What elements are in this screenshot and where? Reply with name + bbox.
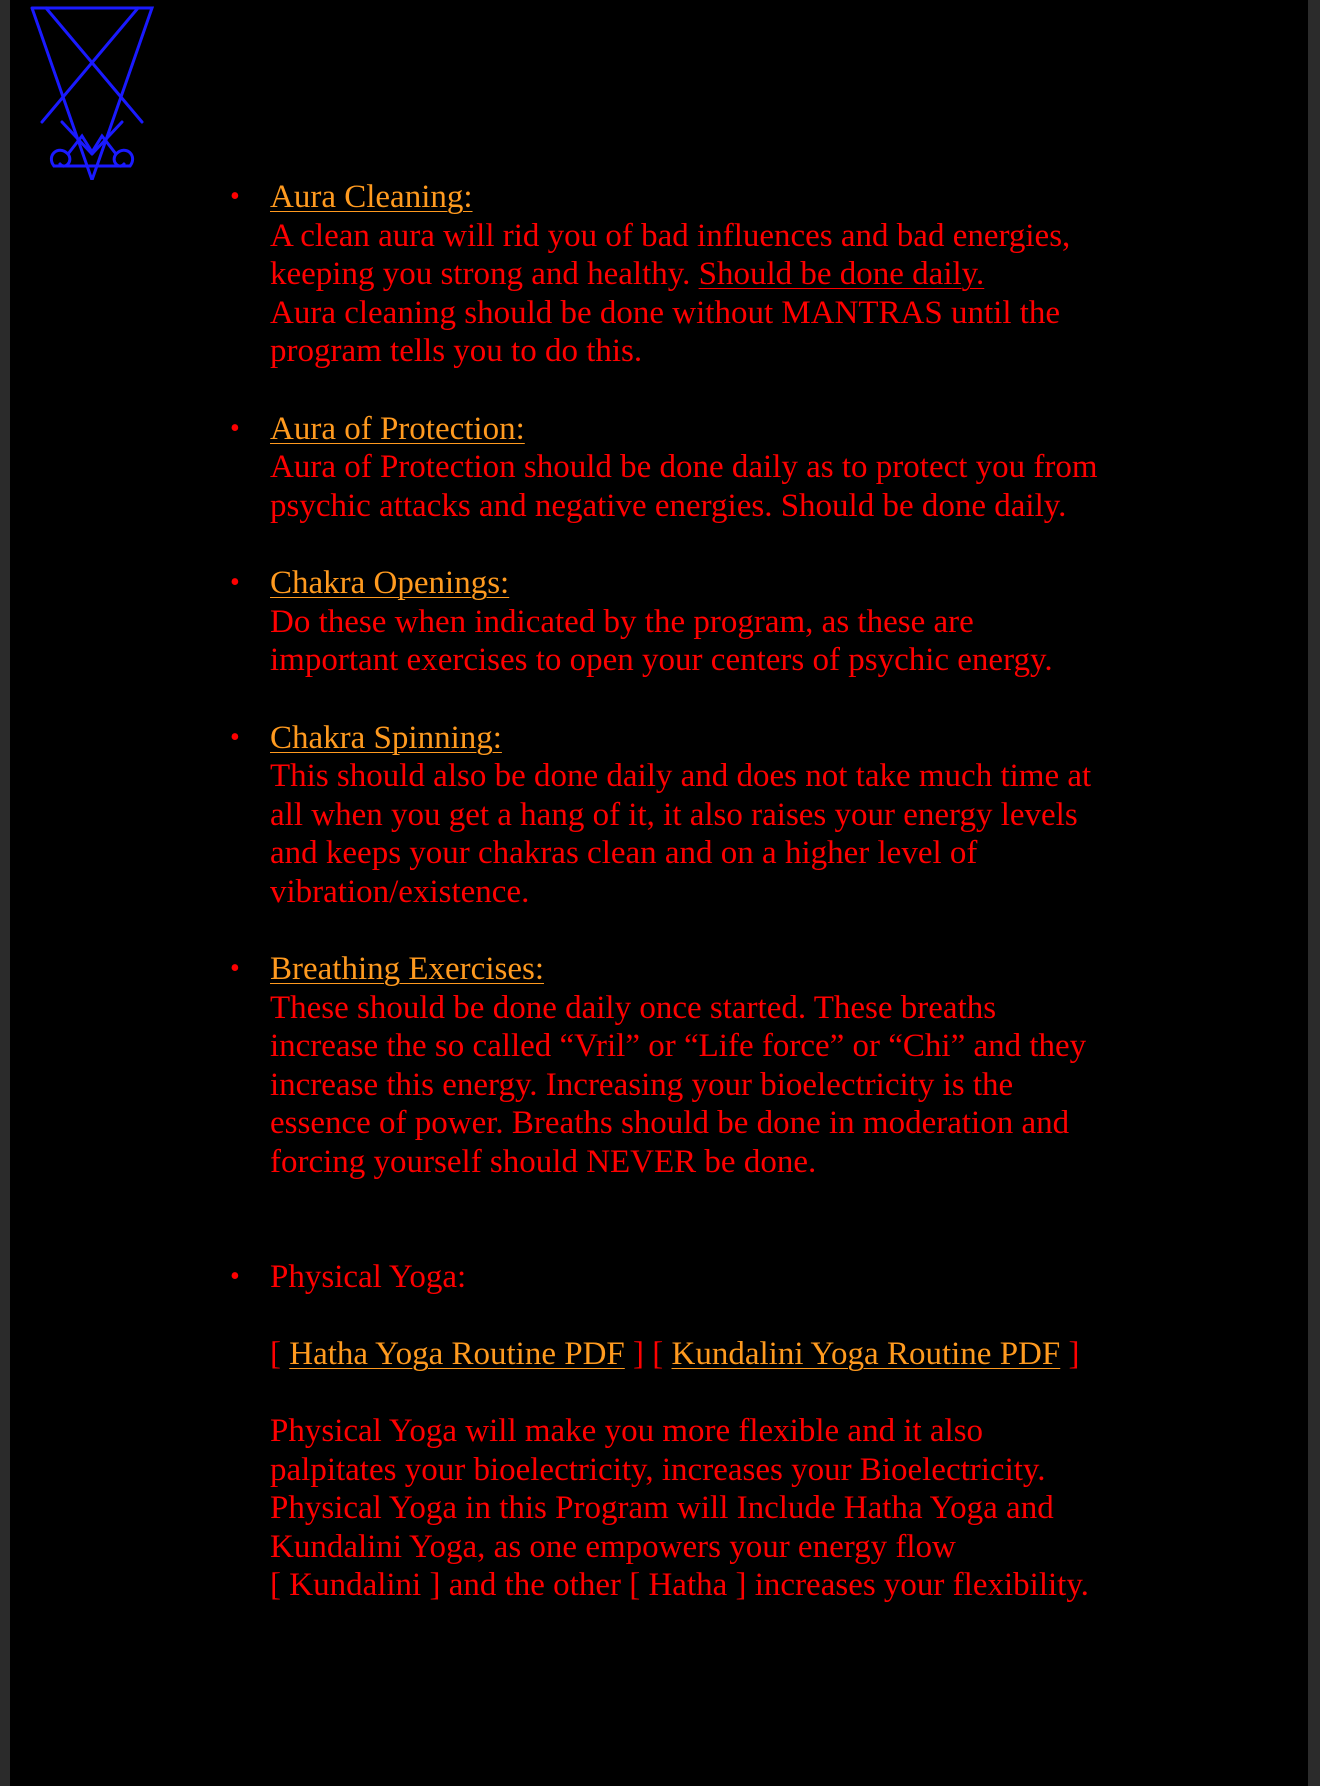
item-description: This should also be done daily and does not take much time at bbox=[270, 758, 1092, 794]
item-description: all when you get a hang of it, it also raises your energy levels bbox=[270, 796, 1078, 833]
item-description: keeping you strong and healthy. bbox=[270, 256, 699, 292]
item-description: forcing yourself should NEVER be done. bbox=[270, 1143, 817, 1180]
item-description: Do these when indicated by the program, as these are bbox=[270, 603, 974, 640]
list-item-chakra-spinning bbox=[220, 719, 1160, 912]
hatha-yoga-pdf-link[interactable]: Hatha Yoga Routine PDF bbox=[289, 1336, 625, 1372]
item-description: and keeps your chakras clean and on a higher level of bbox=[270, 835, 978, 871]
daily-emphasis: Should be done daily. bbox=[698, 256, 985, 292]
item-description: Physical Yoga will make you more flexible and it also bbox=[270, 1413, 984, 1449]
spacer bbox=[270, 1374, 1160, 1413]
bullet-icon: • bbox=[230, 1261, 240, 1292]
list-item-breathing-exercises bbox=[220, 950, 1160, 1181]
bullet-icon: • bbox=[230, 953, 240, 984]
page bbox=[10, 0, 1308, 1786]
bullet-icon: • bbox=[230, 181, 240, 212]
list-item-physical-yoga bbox=[220, 1258, 1160, 1605]
list-item-chakra-openings bbox=[220, 564, 1160, 680]
spacer bbox=[270, 1297, 1160, 1336]
item-description: psychic attacks and negative energies. Should be done daily. bbox=[270, 487, 1067, 524]
item-description: vibration/existence. bbox=[270, 873, 530, 910]
item-description: increase the so called “Vril” or “Life force” or “Chi” and they bbox=[270, 1028, 1087, 1064]
kundalini-yoga-pdf-link[interactable]: Kundalini Yoga Routine PDF bbox=[671, 1336, 1061, 1372]
item-description: Kundalini Yoga, as one empowers your energy flow bbox=[270, 1528, 956, 1565]
chakra-spinning-link[interactable]: Chakra Spinning: bbox=[270, 719, 502, 756]
item-description: A clean aura will rid you of bad influences and bad energies, bbox=[270, 217, 1071, 254]
item-description: palpitates your bioelectricity, increases your Bioelectricity. bbox=[270, 1451, 1046, 1488]
list-item-aura-cleaning bbox=[220, 178, 1160, 371]
chakra-openings-link[interactable]: Chakra Openings: bbox=[270, 565, 510, 601]
sigil-of-lucifer-icon bbox=[24, 4, 160, 180]
item-description: Physical Yoga in this Program will Include Hatha Yoga and bbox=[270, 1490, 1054, 1526]
physical-yoga-title: Physical Yoga: bbox=[270, 1259, 467, 1295]
list-item-aura-of-protection bbox=[220, 410, 1160, 526]
item-description: These should be done daily once started. These breaths bbox=[270, 989, 997, 1026]
bracket-text: [ bbox=[270, 1336, 290, 1372]
item-description: Aura cleaning should be done without MANTRAS until the bbox=[270, 294, 1061, 331]
bullet-icon: • bbox=[230, 721, 240, 753]
item-description: increase this energy. Increasing your bioelectricity is the bbox=[270, 1066, 1014, 1103]
item-description: [ Kundalini ] and the other [ Hatha ] increases your flexibility. bbox=[270, 1567, 1089, 1603]
item-description: program tells you to do this. bbox=[270, 333, 643, 369]
bracket-text: ] bbox=[1060, 1336, 1080, 1372]
bullet-icon: • bbox=[230, 567, 240, 598]
practice-list bbox=[220, 178, 1160, 1644]
aura-of-protection-link[interactable]: Aura of Protection: bbox=[270, 410, 525, 447]
breathing-exercises-link[interactable]: Breathing Exercises: bbox=[270, 951, 544, 987]
aura-cleaning-link[interactable]: Aura Cleaning: bbox=[270, 179, 473, 215]
item-description: important exercises to open your centers of psychic energy. bbox=[270, 642, 1053, 678]
item-description: Aura of Protection should be done daily as to protect you from bbox=[270, 449, 1098, 485]
bullet-icon: • bbox=[230, 412, 240, 444]
bracket-text: ] [ bbox=[624, 1336, 672, 1372]
item-description: essence of power. Breaths should be done in moderation and bbox=[270, 1105, 1070, 1141]
